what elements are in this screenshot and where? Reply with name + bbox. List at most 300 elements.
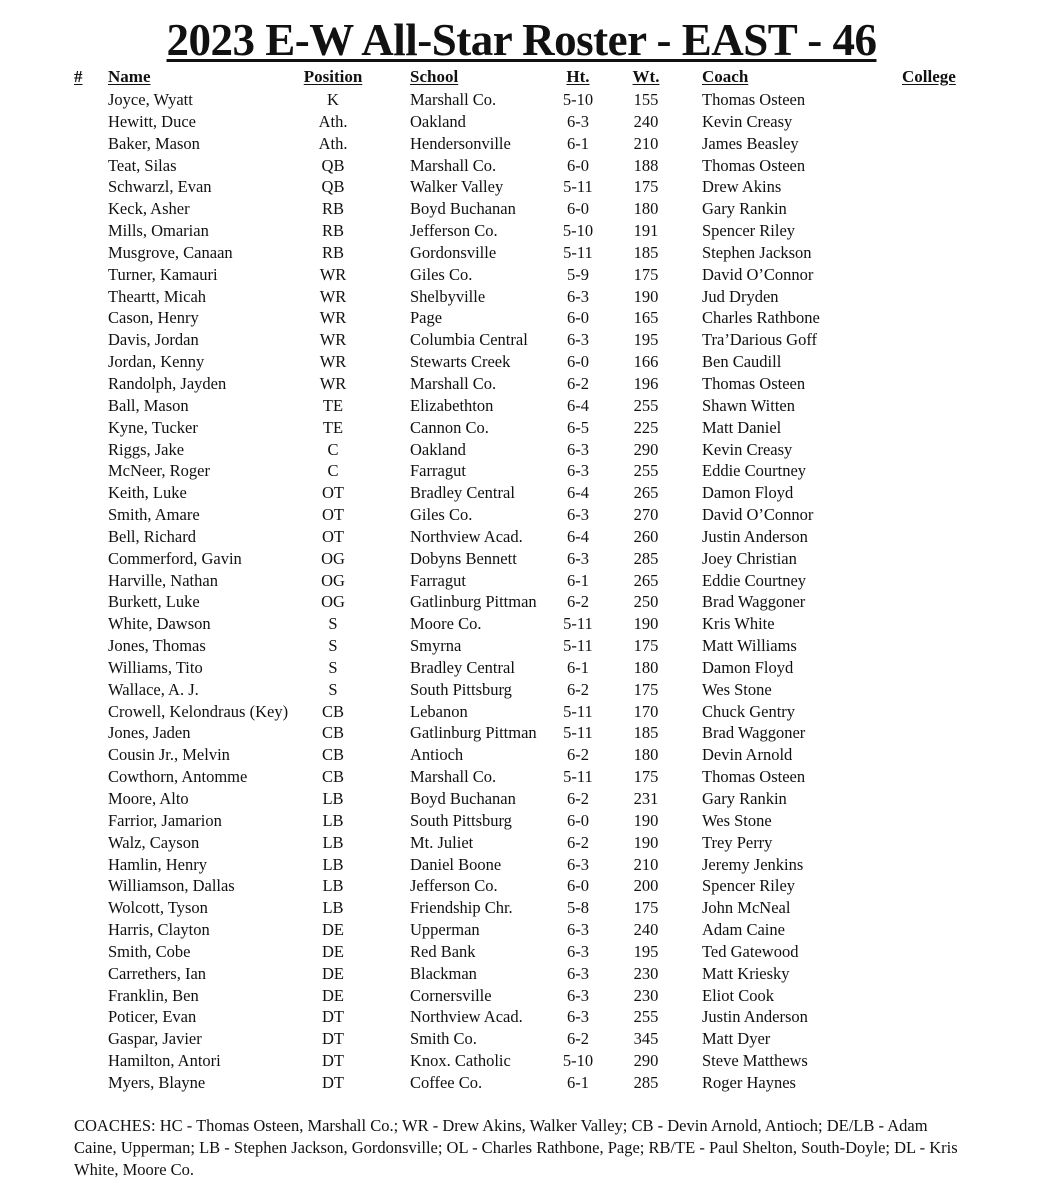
table-row xyxy=(0,788,1043,810)
table-row xyxy=(0,897,1043,919)
player-school: Jefferson Co. xyxy=(410,876,498,896)
table-row xyxy=(0,1072,1043,1094)
player-height: 6-0 xyxy=(567,876,589,896)
player-school: Gatlinburg Pittman xyxy=(410,592,537,612)
player-coach: Kevin Creasy xyxy=(702,439,793,459)
player-position: LB xyxy=(322,854,344,874)
player-coach: Thomas Osteen xyxy=(702,767,806,787)
player-school: Moore Co. xyxy=(410,614,482,634)
table-row xyxy=(0,985,1043,1007)
player-position: LB xyxy=(322,789,344,808)
player-height: 5-11 xyxy=(563,614,593,634)
player-height: 6-0 xyxy=(567,308,589,328)
player-school: Giles Co. xyxy=(410,264,473,284)
player-school: Friendship Chr. xyxy=(410,898,513,918)
player-coach: Spencer Riley xyxy=(702,876,796,896)
player-coach: Eddie Courtney xyxy=(702,570,807,590)
player-school: Cornersville xyxy=(410,985,492,1005)
player-school: Page xyxy=(410,308,443,328)
header-number: # xyxy=(74,67,83,86)
table-row xyxy=(0,591,1043,613)
player-position: TE xyxy=(322,417,344,437)
table-row xyxy=(0,242,1043,264)
player-school: Oakland xyxy=(410,111,466,131)
player-position: S xyxy=(328,614,338,634)
player-weight: 191 xyxy=(633,221,659,241)
player-position: OG xyxy=(321,592,345,612)
player-position: OT xyxy=(322,483,344,503)
player-position: Ath. xyxy=(318,111,348,131)
player-name: Cason, Henry xyxy=(108,308,199,328)
player-position: QB xyxy=(321,177,345,197)
player-name: Burkett, Luke xyxy=(108,592,200,612)
player-school: Gordonsville xyxy=(410,242,497,262)
player-weight: 190 xyxy=(633,614,659,634)
header-school: School xyxy=(410,67,459,86)
table-row xyxy=(0,329,1043,351)
player-coach: Jeremy Jenkins xyxy=(702,854,804,874)
player-weight: 240 xyxy=(633,920,659,940)
player-position: QB xyxy=(321,155,345,175)
player-weight: 210 xyxy=(633,854,659,874)
player-weight: 255 xyxy=(633,395,659,415)
player-height: 6-2 xyxy=(567,1029,589,1049)
player-school: Daniel Boone xyxy=(410,854,502,874)
player-name: Hewitt, Duce xyxy=(108,111,196,131)
player-coach: Eddie Courtney xyxy=(702,461,807,481)
player-weight: 175 xyxy=(633,264,659,284)
player-weight: 345 xyxy=(633,1029,659,1049)
player-name: Keith, Luke xyxy=(108,483,187,503)
player-name: Keck, Asher xyxy=(108,199,190,219)
player-weight: 285 xyxy=(633,548,659,568)
player-coach: Thomas Osteen xyxy=(702,155,806,175)
player-school: Boyd Buchanan xyxy=(410,789,516,808)
player-coach: Gary Rankin xyxy=(702,199,787,219)
table-header xyxy=(0,67,1043,89)
player-coach: Drew Akins xyxy=(702,177,782,197)
player-coach: Stephen Jackson xyxy=(702,242,812,262)
player-coach: Thomas Osteen xyxy=(702,373,806,393)
player-coach: Brad Waggoner xyxy=(702,592,806,612)
table-row xyxy=(0,220,1043,242)
player-position: OG xyxy=(321,570,345,590)
player-school: Bradley Central xyxy=(410,657,515,677)
table-row xyxy=(0,832,1043,854)
table-row xyxy=(0,307,1043,329)
player-name: Harris, Clayton xyxy=(108,920,210,940)
player-name: Moore, Alto xyxy=(108,789,189,808)
player-height: 5-10 xyxy=(562,221,594,241)
player-height: 6-3 xyxy=(567,941,589,961)
player-school: Elizabethton xyxy=(410,395,494,415)
player-weight: 265 xyxy=(633,570,659,590)
player-name: Williams, Tito xyxy=(108,657,203,677)
player-school: Giles Co. xyxy=(410,505,473,525)
player-weight: 230 xyxy=(633,963,659,983)
player-school: Farragut xyxy=(410,461,466,481)
table-row xyxy=(0,133,1043,155)
player-name: Musgrove, Canaan xyxy=(108,242,233,262)
player-position: CB xyxy=(321,723,344,743)
player-height: 6-0 xyxy=(567,155,589,175)
player-school: Blackman xyxy=(410,963,477,983)
player-height: 5-10 xyxy=(562,90,594,109)
player-name: Crowell, Kelondraus (Key) xyxy=(108,701,289,721)
player-name: Jordan, Kenny xyxy=(108,352,205,372)
player-name: Mills, Omarian xyxy=(108,221,209,241)
player-coach: Roger Haynes xyxy=(702,1072,796,1092)
player-name: Ball, Mason xyxy=(108,395,189,415)
player-school: Marshall Co. xyxy=(410,155,497,175)
table-row xyxy=(0,875,1043,897)
player-name: Myers, Blayne xyxy=(108,1072,206,1092)
player-height: 6-2 xyxy=(567,592,589,612)
player-coach: Eliot Cook xyxy=(702,985,774,1005)
player-name: Jones, Jaden xyxy=(108,723,191,743)
player-coach: Wes Stone xyxy=(702,810,772,830)
player-name: Wolcott, Tyson xyxy=(108,898,208,918)
player-height: 5-11 xyxy=(563,242,593,262)
player-position: CB xyxy=(321,701,344,721)
player-coach: Ted Gatewood xyxy=(702,941,799,961)
player-position: WR xyxy=(319,352,347,372)
player-position: RB xyxy=(321,199,344,219)
player-height: 6-4 xyxy=(567,483,589,503)
player-height: 6-1 xyxy=(567,657,589,677)
player-height: 5-11 xyxy=(563,723,593,743)
player-weight: 170 xyxy=(633,701,659,721)
table-row xyxy=(0,198,1043,220)
player-coach: Justin Anderson xyxy=(702,526,808,546)
player-height: 6-2 xyxy=(567,745,589,765)
player-weight: 180 xyxy=(633,199,659,219)
player-school: Marshall Co. xyxy=(410,767,497,787)
player-name: Hamlin, Henry xyxy=(108,854,207,874)
player-school: Coffee Co. xyxy=(410,1072,483,1092)
player-school: Shelbyville xyxy=(410,286,486,306)
roster-table xyxy=(0,89,1043,1094)
table-row xyxy=(0,941,1043,963)
player-height: 6-3 xyxy=(567,920,589,940)
table-row xyxy=(0,460,1043,482)
player-school: Dobyns Bennett xyxy=(410,548,517,568)
player-height: 6-0 xyxy=(567,199,589,219)
player-height: 6-1 xyxy=(567,570,589,590)
table-row xyxy=(0,286,1043,308)
player-name: Commerford, Gavin xyxy=(108,548,242,568)
player-name: Walz, Cayson xyxy=(108,832,200,852)
player-name: Turner, Kamauri xyxy=(108,264,218,284)
player-coach: James Beasley xyxy=(702,133,799,153)
player-position: WR xyxy=(319,373,347,393)
player-coach: Matt Dyer xyxy=(702,1029,771,1049)
player-coach: David O’Connor xyxy=(702,505,814,525)
player-school: South Pittsburg xyxy=(410,810,512,830)
player-position: DE xyxy=(322,963,344,983)
player-coach: Adam Caine xyxy=(702,920,785,940)
player-school: Farragut xyxy=(410,570,466,590)
player-position: LB xyxy=(322,876,344,896)
player-weight: 175 xyxy=(633,767,659,787)
player-coach: Ben Caudill xyxy=(702,352,782,372)
player-coach: Steve Matthews xyxy=(702,1051,808,1071)
player-height: 5-11 xyxy=(563,636,593,656)
player-weight: 155 xyxy=(633,90,659,109)
table-row xyxy=(0,919,1043,941)
player-height: 6-1 xyxy=(567,1072,589,1092)
player-position: DT xyxy=(322,1072,344,1092)
table-row xyxy=(0,373,1043,395)
player-position: S xyxy=(328,679,338,699)
player-weight: 290 xyxy=(633,439,659,459)
player-position: OG xyxy=(321,548,345,568)
player-position: LB xyxy=(322,832,344,852)
player-height: 6-3 xyxy=(567,439,589,459)
player-height: 6-0 xyxy=(567,810,589,830)
header-height: Ht. xyxy=(566,67,590,86)
player-coach: Chuck Gentry xyxy=(702,701,796,721)
table-row xyxy=(0,548,1043,570)
player-weight: 175 xyxy=(633,898,659,918)
player-position: OT xyxy=(322,505,344,525)
player-weight: 230 xyxy=(633,985,659,1005)
table-row xyxy=(0,744,1043,766)
player-position: S xyxy=(328,657,338,677)
header-coach: Coach xyxy=(702,67,749,86)
table-row xyxy=(0,701,1043,723)
player-name: Bell, Richard xyxy=(108,526,196,546)
player-position: DE xyxy=(322,920,344,940)
player-height: 6-4 xyxy=(567,526,589,546)
header-weight: Wt. xyxy=(632,67,660,86)
player-name: Teat, Silas xyxy=(108,155,177,175)
player-weight: 185 xyxy=(633,242,659,262)
player-coach: Wes Stone xyxy=(702,679,772,699)
player-coach: Matt Daniel xyxy=(702,417,782,437)
table-row xyxy=(0,439,1043,461)
player-height: 6-2 xyxy=(567,373,589,393)
table-row xyxy=(0,613,1043,635)
player-school: Antioch xyxy=(410,745,464,765)
player-weight: 166 xyxy=(633,352,659,372)
player-position: WR xyxy=(319,308,347,328)
player-coach: Thomas Osteen xyxy=(702,90,806,109)
player-coach: Shawn Witten xyxy=(702,395,795,415)
player-position: C xyxy=(327,461,339,481)
table-row xyxy=(0,155,1043,177)
player-height: 5-11 xyxy=(563,701,593,721)
table-row xyxy=(0,526,1043,548)
player-height: 6-2 xyxy=(567,832,589,852)
player-weight: 200 xyxy=(633,876,659,896)
player-height: 6-2 xyxy=(567,789,589,808)
player-weight: 190 xyxy=(633,810,659,830)
player-coach: Kevin Creasy xyxy=(702,111,793,131)
player-coach: Matt Williams xyxy=(702,636,797,656)
table-row xyxy=(0,810,1043,832)
player-weight: 190 xyxy=(633,832,659,852)
player-position: CB xyxy=(321,767,344,787)
player-name: Schwarzl, Evan xyxy=(108,177,212,197)
player-coach: Damon Floyd xyxy=(702,483,794,503)
player-position: WR xyxy=(319,330,347,350)
player-name: Randolph, Jayden xyxy=(108,373,227,393)
player-school: Northview Acad. xyxy=(410,1007,523,1027)
player-name: Kyne, Tucker xyxy=(108,417,198,437)
player-name: Wallace, A. J. xyxy=(108,679,199,699)
player-height: 6-2 xyxy=(567,679,589,699)
table-row xyxy=(0,963,1043,985)
table-row xyxy=(0,679,1043,701)
player-weight: 225 xyxy=(633,417,659,437)
player-height: 6-3 xyxy=(567,111,589,131)
player-weight: 265 xyxy=(633,483,659,503)
player-name: Smith, Cobe xyxy=(108,941,191,961)
player-position: LB xyxy=(322,810,344,830)
player-height: 6-3 xyxy=(567,330,589,350)
player-school: Bradley Central xyxy=(410,483,515,503)
player-position: DT xyxy=(322,1007,344,1027)
player-coach: Brad Waggoner xyxy=(702,723,806,743)
player-coach: David O’Connor xyxy=(702,264,814,284)
player-height: 6-0 xyxy=(567,352,589,372)
header-name: Name xyxy=(108,67,151,86)
player-weight: 240 xyxy=(633,111,659,131)
table-row xyxy=(0,417,1043,439)
player-name: Franklin, Ben xyxy=(108,985,199,1005)
player-school: Oakland xyxy=(410,439,466,459)
player-position: OT xyxy=(322,526,344,546)
player-name: Cowthorn, Antomme xyxy=(108,767,248,787)
player-position: RB xyxy=(321,221,344,241)
player-weight: 188 xyxy=(633,155,659,175)
player-school: Stewarts Creek xyxy=(410,352,511,372)
player-height: 6-3 xyxy=(567,505,589,525)
player-coach: Justin Anderson xyxy=(702,1007,808,1027)
player-coach: Trey Perry xyxy=(702,832,773,852)
player-name: Hamilton, Antori xyxy=(108,1051,221,1071)
player-school: Marshall Co. xyxy=(410,373,497,393)
player-school: Lebanon xyxy=(410,701,468,721)
player-coach: Matt Kriesky xyxy=(702,963,790,983)
table-row xyxy=(0,854,1043,876)
player-weight: 175 xyxy=(633,679,659,699)
player-school: Walker Valley xyxy=(410,177,504,197)
player-school: Jefferson Co. xyxy=(410,221,498,241)
table-row xyxy=(0,111,1043,133)
player-school: Mt. Juliet xyxy=(410,832,474,852)
player-height: 6-1 xyxy=(567,133,589,153)
table-row xyxy=(0,1050,1043,1072)
player-name: McNeer, Roger xyxy=(108,461,210,481)
player-name: Harville, Nathan xyxy=(108,570,218,590)
player-height: 5-8 xyxy=(567,898,589,918)
coaches-footer: COACHES: HC - Thomas Osteen, Marshall Co.; WR - Drew Akins, Walker Valley; CB - Devin Arnold, Antioch; DE/LB - Adam Caine, Upperman; LB - Stephen Jackson, Gordonsville; OL - Charles Rathbone, Page; RB/TE - Paul Shelton, South-Doyle; DL - Kris White, Moore Co. xyxy=(74,1116,958,1179)
player-position: C xyxy=(327,439,339,459)
table-row xyxy=(0,504,1043,526)
player-height: 6-3 xyxy=(567,854,589,874)
player-coach: Kris White xyxy=(702,614,775,634)
table-row xyxy=(0,1028,1043,1050)
player-school: Knox. Catholic xyxy=(410,1051,511,1071)
player-school: Boyd Buchanan xyxy=(410,199,516,219)
table-row xyxy=(0,1006,1043,1028)
player-height: 6-3 xyxy=(567,548,589,568)
player-position: Ath. xyxy=(318,133,348,153)
player-weight: 195 xyxy=(633,941,659,961)
player-name: Williamson, Dallas xyxy=(108,876,235,896)
player-name: Theartt, Micah xyxy=(108,286,207,306)
player-name: Farrior, Jamarion xyxy=(108,810,222,830)
player-name: Cousin Jr., Melvin xyxy=(108,745,230,765)
player-name: Davis, Jordan xyxy=(108,330,199,350)
player-name: Jones, Thomas xyxy=(108,636,206,656)
player-height: 6-3 xyxy=(567,286,589,306)
player-weight: 165 xyxy=(633,308,659,328)
player-height: 6-5 xyxy=(567,417,589,437)
player-height: 6-3 xyxy=(567,985,589,1005)
table-row xyxy=(0,722,1043,744)
player-weight: 185 xyxy=(633,723,659,743)
player-school: Red Bank xyxy=(410,941,476,961)
player-weight: 175 xyxy=(633,177,659,197)
player-weight: 255 xyxy=(633,1007,659,1027)
player-weight: 290 xyxy=(633,1051,659,1071)
player-position: LB xyxy=(322,898,344,918)
player-coach: Damon Floyd xyxy=(702,657,794,677)
player-weight: 255 xyxy=(633,461,659,481)
player-position: RB xyxy=(321,242,344,262)
player-height: 5-9 xyxy=(567,264,589,284)
player-name: Riggs, Jake xyxy=(108,439,185,459)
player-school: South Pittsburg xyxy=(410,679,512,699)
player-height: 6-4 xyxy=(567,395,589,415)
player-coach: Joey Christian xyxy=(702,548,797,568)
table-row xyxy=(0,766,1043,788)
player-school: Hendersonville xyxy=(410,133,511,153)
player-weight: 285 xyxy=(633,1072,659,1092)
player-position: DT xyxy=(322,1029,344,1049)
player-coach: Tra’Darious Goff xyxy=(702,330,818,350)
player-position: DE xyxy=(322,941,344,961)
player-coach: John McNeal xyxy=(702,898,791,918)
player-position: K xyxy=(327,90,339,109)
player-position: WR xyxy=(319,286,347,306)
player-school: Gatlinburg Pittman xyxy=(410,723,537,743)
table-row xyxy=(0,570,1043,592)
player-weight: 190 xyxy=(633,286,659,306)
player-weight: 210 xyxy=(633,133,659,153)
player-height: 6-3 xyxy=(567,963,589,983)
player-weight: 180 xyxy=(633,745,659,765)
player-position: WR xyxy=(319,264,347,284)
player-school: Cannon Co. xyxy=(410,417,489,437)
page-title: 2023 E-W All-Star Roster - EAST - 46 xyxy=(166,15,877,65)
player-school: Northview Acad. xyxy=(410,526,523,546)
player-name: Potice​r, Evan xyxy=(108,1007,197,1027)
player-position: TE xyxy=(322,395,344,415)
player-position: DE xyxy=(322,985,344,1005)
table-row xyxy=(0,657,1043,679)
player-coach: Jud Dryden xyxy=(702,286,779,306)
player-weight: 196 xyxy=(633,373,659,393)
player-weight: 195 xyxy=(633,330,659,350)
player-position: S xyxy=(328,636,338,656)
table-row xyxy=(0,351,1043,373)
player-school: Upperman xyxy=(410,920,480,940)
player-name: White, Dawson xyxy=(108,614,211,634)
